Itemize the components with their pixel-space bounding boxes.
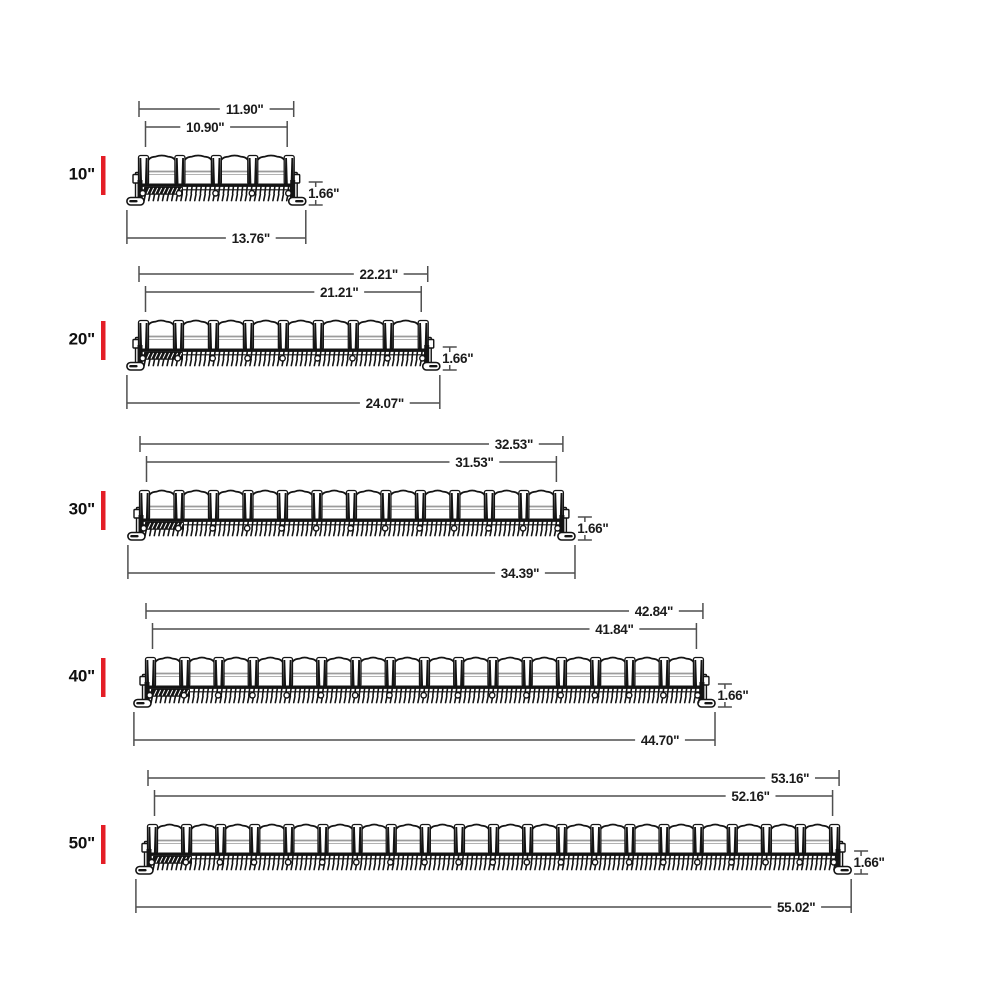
screw-boss <box>279 526 284 531</box>
optic-dome <box>565 658 593 687</box>
screw-boss <box>420 356 425 361</box>
screw-boss <box>285 860 290 865</box>
dimension-value-label: 55.02" <box>776 900 816 915</box>
lens-width-dimension <box>147 453 557 482</box>
optic-dome <box>565 825 593 854</box>
screw-boss <box>486 526 491 531</box>
screw-boss <box>417 526 422 531</box>
optic-dome <box>188 658 216 687</box>
optic-dome <box>322 321 351 350</box>
screw-boss <box>831 860 836 865</box>
optic-dome <box>182 491 210 520</box>
dimension-value-label: 31.53" <box>455 455 494 470</box>
dimension-value-label: 41.84" <box>595 622 634 637</box>
optic-dome <box>391 321 420 350</box>
optic-dome <box>462 658 490 687</box>
lightbar-drawing <box>127 156 306 206</box>
screw-boss <box>422 860 427 865</box>
optic-dome <box>770 825 798 854</box>
optic-dome <box>463 825 491 854</box>
optic-dome <box>599 825 627 854</box>
optic-dome <box>360 825 388 854</box>
screw-boss <box>147 693 152 698</box>
screw-boss <box>490 860 495 865</box>
optic-dome <box>326 825 354 854</box>
optic-dome <box>251 491 279 520</box>
overall-width-dimension <box>128 545 575 582</box>
housing-edge <box>139 349 428 352</box>
screw-boss <box>382 526 387 531</box>
screw-boss <box>320 860 325 865</box>
optic-dome <box>530 658 558 687</box>
dimension-value-label: 1.66" <box>308 186 340 201</box>
lightbar-row-10in <box>69 100 340 247</box>
dimension-value-label: 21.21" <box>320 285 359 300</box>
optic-dome <box>325 658 353 687</box>
optic-dome <box>531 825 559 854</box>
optic-dome <box>292 825 320 854</box>
optic-dome <box>496 658 524 687</box>
screw-boss <box>456 860 461 865</box>
outer-width-dimension <box>140 435 563 453</box>
lightbar-drawing <box>136 825 851 875</box>
dimension-value-label: 1.66" <box>853 855 885 870</box>
optic-dome <box>320 491 348 520</box>
screw-boss <box>141 526 146 531</box>
overall-width-dimension <box>134 712 715 749</box>
outer-width-dimension <box>146 602 703 620</box>
screw-boss <box>181 693 186 698</box>
optic-dome <box>424 491 452 520</box>
lightbar-row-20in <box>69 265 474 412</box>
dimension-value-label: 42.84" <box>634 604 674 619</box>
screw-boss <box>140 356 145 361</box>
screw-boss <box>558 693 563 698</box>
screw-boss <box>315 356 320 361</box>
overall-width-dimension <box>127 210 306 247</box>
optic-dome <box>183 156 213 185</box>
screw-boss <box>210 526 215 531</box>
housing-edge <box>140 519 563 522</box>
optic-dome <box>147 156 177 185</box>
screw-boss <box>797 860 802 865</box>
screw-boss <box>176 191 181 196</box>
screw-boss <box>387 693 392 698</box>
lens-width-dimension <box>146 118 288 147</box>
optic-dome <box>252 321 281 350</box>
screw-boss <box>729 860 734 865</box>
screw-boss <box>592 860 597 865</box>
screw-boss <box>520 526 525 531</box>
optic-dome <box>599 658 627 687</box>
lightbar-drawing <box>128 491 575 541</box>
screw-boss <box>388 860 393 865</box>
optic-dome <box>667 825 695 854</box>
size-label: 50" <box>68 833 95 853</box>
screw-boss <box>244 526 249 531</box>
screw-boss <box>455 693 460 698</box>
screw-boss <box>284 693 289 698</box>
screw-boss <box>318 693 323 698</box>
optic-dome <box>356 321 385 350</box>
lens-width-dimension <box>153 620 697 649</box>
overall-width-dimension <box>136 879 851 916</box>
screw-boss <box>286 191 291 196</box>
screw-boss <box>149 860 154 865</box>
optic-dome <box>224 825 252 854</box>
screw-boss <box>280 356 285 361</box>
screw-boss <box>385 356 390 361</box>
screw-boss <box>558 860 563 865</box>
dimension-value-label: 1.66" <box>577 521 609 536</box>
optic-dome <box>147 321 176 350</box>
red-accent-tick <box>101 321 106 360</box>
optic-dome <box>286 491 314 520</box>
lightbar-drawing <box>127 321 440 371</box>
optic-dome <box>355 491 383 520</box>
dimension-value-label: 34.39" <box>500 566 540 581</box>
dimension-value-label: 22.21" <box>359 267 398 282</box>
optic-dome <box>359 658 387 687</box>
lightbar-row-50in <box>69 769 885 916</box>
red-accent-tick <box>101 491 106 530</box>
optic-dome <box>804 825 832 854</box>
red-accent-tick <box>101 658 106 697</box>
optic-dome <box>291 658 319 687</box>
screw-boss <box>352 693 357 698</box>
overall-width-dimension <box>127 375 440 412</box>
dimension-value-label: 11.90" <box>225 102 264 117</box>
optic-dome <box>217 491 245 520</box>
outer-width-dimension <box>139 100 294 118</box>
height-dimension <box>577 517 608 540</box>
optic-dome <box>735 825 763 854</box>
lens-width-dimension <box>155 787 833 816</box>
screw-boss <box>555 526 560 531</box>
screw-boss <box>251 860 256 865</box>
screw-boss <box>175 356 180 361</box>
height-dimension <box>853 851 884 874</box>
optic-dome <box>527 491 555 520</box>
lightbar-row-40in <box>69 602 749 749</box>
optic-dome <box>190 825 218 854</box>
optic-dome <box>633 825 661 854</box>
screw-boss <box>626 693 631 698</box>
dimension-value-label: 1.66" <box>442 351 474 366</box>
optic-dome <box>389 491 417 520</box>
screw-boss <box>451 526 456 531</box>
dimension-value-label: 52.16" <box>731 789 770 804</box>
screw-boss <box>626 860 631 865</box>
optic-dome <box>182 321 211 350</box>
screw-boss <box>213 191 218 196</box>
size-label: 30" <box>68 499 95 519</box>
screw-boss <box>695 693 700 698</box>
screw-boss <box>695 860 700 865</box>
optic-dome <box>222 658 250 687</box>
height-dimension <box>442 347 473 370</box>
optic-dome <box>394 825 422 854</box>
outer-width-dimension <box>148 769 839 787</box>
optic-dome <box>701 825 729 854</box>
screw-boss <box>140 191 145 196</box>
screw-boss <box>592 693 597 698</box>
height-dimension <box>308 182 339 205</box>
dimension-value-label: 24.07" <box>365 396 405 411</box>
size-label: 10" <box>68 164 95 184</box>
screw-boss <box>175 526 180 531</box>
screw-boss <box>763 860 768 865</box>
red-accent-tick <box>101 825 106 864</box>
optic-dome <box>633 658 661 687</box>
height-dimension <box>717 684 748 707</box>
screw-boss <box>661 693 666 698</box>
screw-boss <box>215 693 220 698</box>
optic-dome <box>148 491 176 520</box>
optic-dome <box>493 491 521 520</box>
dimension-value-label: 10.90" <box>186 120 225 135</box>
screw-boss <box>313 526 318 531</box>
lightbar-drawing <box>134 658 715 708</box>
optic-dome <box>458 491 486 520</box>
screw-boss <box>245 356 250 361</box>
screw-boss <box>250 693 255 698</box>
optic-dome <box>667 658 695 687</box>
optic-dome <box>256 156 286 185</box>
size-label: 20" <box>68 329 95 349</box>
optic-dome <box>287 321 316 350</box>
screw-boss <box>249 191 254 196</box>
optic-dome <box>258 825 286 854</box>
dimension-value-label: 13.76" <box>231 231 270 246</box>
screw-boss <box>489 693 494 698</box>
optic-dome <box>428 658 456 687</box>
screw-boss <box>210 356 215 361</box>
optic-dome <box>256 658 284 687</box>
dimension-value-label: 53.16" <box>770 771 810 786</box>
screw-boss <box>524 860 529 865</box>
optic-dome <box>156 825 184 854</box>
lightbar-row-30in <box>69 435 609 582</box>
optic-dome <box>497 825 525 854</box>
outer-width-dimension <box>139 265 428 283</box>
lens-width-dimension <box>146 283 422 312</box>
screw-boss <box>350 356 355 361</box>
screw-boss <box>183 860 188 865</box>
optic-dome <box>154 658 182 687</box>
screw-boss <box>348 526 353 531</box>
screw-boss <box>524 693 529 698</box>
dimension-value-label: 44.70" <box>640 733 680 748</box>
screw-boss <box>661 860 666 865</box>
optic-dome <box>217 321 246 350</box>
red-accent-tick <box>101 156 106 195</box>
size-label: 40" <box>68 666 95 686</box>
screw-boss <box>354 860 359 865</box>
optic-dome <box>393 658 421 687</box>
dimension-value-label: 32.53" <box>494 437 534 452</box>
optic-dome <box>220 156 250 185</box>
screw-boss <box>217 860 222 865</box>
dimension-value-label: 1.66" <box>717 688 749 703</box>
screw-boss <box>421 693 426 698</box>
optic-dome <box>429 825 457 854</box>
